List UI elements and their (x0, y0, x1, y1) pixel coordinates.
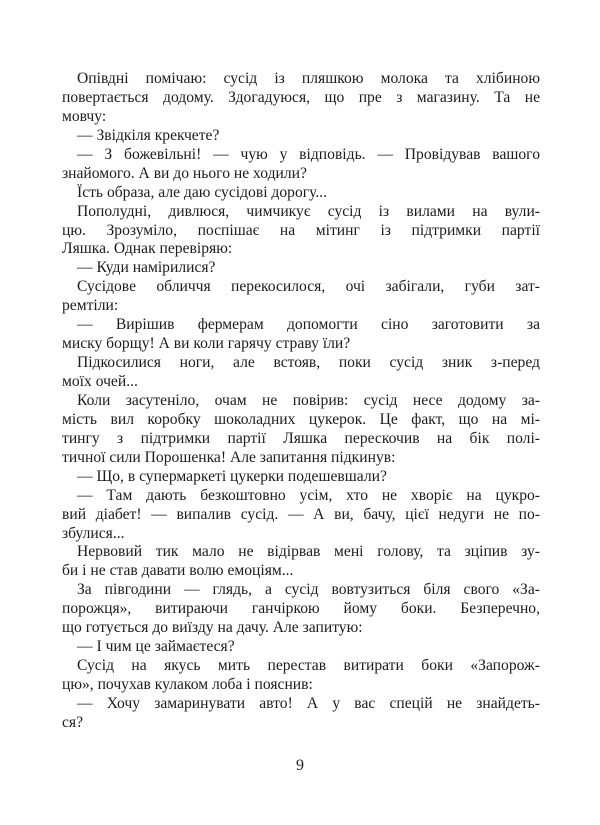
text-line: порожця», витираючи ганчіркою йому боки. Безперечно, (62, 600, 540, 618)
text-line: — Звідкіля крекчете? (77, 126, 220, 144)
text-line: Сусідове обличчя перекосилося, очі забігали, губи зат- (77, 278, 540, 296)
paragraph (62, 316, 540, 354)
paragraph (62, 638, 540, 657)
text-line: ремтіли: (62, 297, 119, 315)
text-line: Пополудні, дивлюся, чимчикує сусід із вилами на вули- (77, 202, 540, 220)
text-line: ся? (62, 713, 84, 731)
paragraph (62, 392, 540, 468)
paragraph (62, 259, 540, 278)
paragraph (62, 203, 540, 260)
text-line: тичної сили Порошенка! Але запитання підкинув: (62, 448, 396, 466)
text-line: Їсть образа, але даю сусідові дорогу... (77, 183, 328, 201)
text-line: цю. Зрозуміло, поспішає на мітинг із підтримки партії (62, 221, 540, 239)
text-line: — Хочу замаринувати авто! А у вас спецій не знайдеть- (77, 694, 540, 712)
text-line: — Вирішив фермерам допомогти сіно заготовити за (77, 316, 540, 334)
paragraph (62, 695, 540, 733)
text-line: тингу з підтримки партії Ляшка перескочив на бік полі- (62, 429, 540, 447)
paragraph (62, 184, 540, 203)
text-line: — Що, в супермаркеті цукерки подешевшали? (77, 467, 387, 485)
text-line: мість вил коробку шоколадних цукерок. Це факт, що на мі- (62, 410, 540, 428)
text-line: цю», почухав кулаком лоба і пояснив: (62, 676, 313, 693)
text-line: що готується до виїзду на дачу. Але запитую: (62, 619, 363, 637)
paragraph (62, 70, 540, 127)
paragraph (62, 127, 540, 146)
text-line: миску борщу! А ви коли гарячу страву їли? (62, 335, 351, 353)
text-line: моїх очей... (62, 373, 138, 390)
paragraph (62, 468, 540, 487)
paragraph (62, 487, 540, 544)
paragraph (62, 146, 540, 184)
text-line: вий діабет! — випалив сусід. — А ви, бачу, цієї недуги не по- (62, 505, 540, 523)
text-line: Нервовий тик мало не відірвав мені голову, та зціпив зу- (77, 543, 540, 561)
text-line: би і не став давати волю емоціям... (62, 562, 294, 580)
page-number: 9 (296, 757, 304, 774)
page-body-text (62, 70, 540, 733)
text-line: мовчу: (62, 107, 107, 125)
paragraph (62, 543, 540, 581)
text-line: — Там дають безкоштовно усім, хто не хворіє на цукро- (77, 486, 540, 504)
text-line: Коли засутеніло, очам не повірив: сусід несе додому за- (77, 391, 540, 409)
text-line: — З божевільні! — чую у відповідь. — Провідував вашого (77, 145, 540, 163)
text-line: Підкосилися ноги, але встояв, поки сусід зник з-перед (77, 354, 540, 372)
paragraph (62, 581, 540, 638)
text-line: повертається додому. Здогадуюся, що пре з магазину. Та не (62, 88, 540, 106)
text-line: — І чим це займаєтеся? (77, 638, 235, 656)
paragraph (62, 354, 540, 392)
text-line: Ляшка. Однак перевіряю: (62, 240, 233, 258)
text-line: Сусід на якусь мить перестав витирати боки «Запорож- (77, 657, 540, 675)
text-line: За півгодини — глядь, а сусід вовтузиться біля свого «За- (77, 581, 540, 599)
text-line: — Куди намірилися? (77, 259, 216, 277)
paragraph (62, 278, 540, 316)
text-line: знайомого. А ви до нього не ходили? (62, 164, 307, 182)
paragraph (62, 657, 540, 695)
text-line: збулися... (62, 524, 125, 542)
text-line: Опівдні помічаю: сусід із пляшкою молока та хлібиною (77, 70, 540, 87)
